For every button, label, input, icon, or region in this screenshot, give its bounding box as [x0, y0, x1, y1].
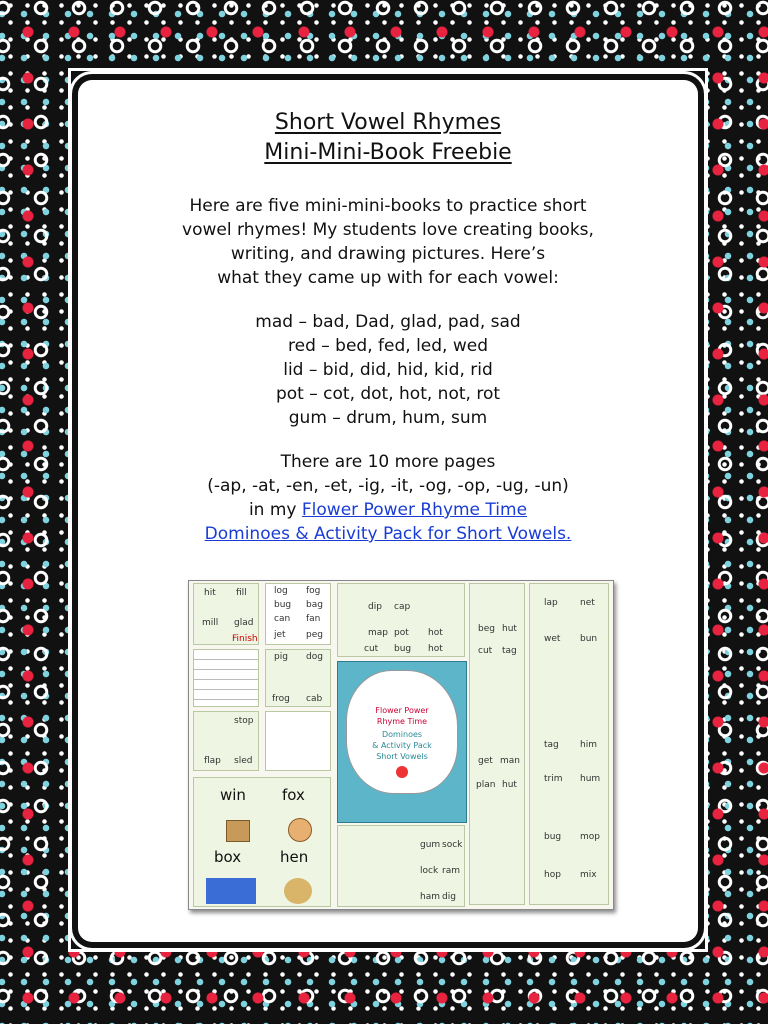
card-word: bug — [274, 600, 292, 610]
card-word: map — [368, 628, 388, 638]
rhyme-line: pot – cot, dot, hot, not, rot — [275, 384, 501, 404]
card-word: glad — [234, 618, 254, 628]
card-word: hut — [502, 780, 517, 790]
large-domino-card — [193, 777, 331, 907]
more-line: (-ap, -at, -en, -et, -ig, -it, -og, -op, -ug, -un) — [207, 476, 569, 496]
rhyme-list — [96, 310, 680, 430]
card-word: bag — [306, 600, 323, 610]
cover-title-line: & Activity Pack — [372, 741, 432, 750]
card-word: log — [274, 586, 288, 596]
product-link-part-2[interactable]: Dominoes & Activity Pack for Short Vowels. — [204, 524, 572, 544]
card-word: plan — [476, 780, 496, 790]
intro-line: what they came up with for each vowel: — [217, 268, 559, 288]
card-word: lap — [544, 598, 558, 608]
rhyme-line: mad – bad, Dad, glad, pad, sad — [255, 312, 521, 332]
card-word: cap — [394, 602, 411, 612]
card-word: stop — [234, 716, 254, 726]
domino-card — [337, 583, 465, 657]
card-word: fox — [282, 786, 305, 804]
card-word: ram — [442, 866, 460, 876]
drum-picture-icon — [284, 878, 312, 904]
card-word: cut — [478, 646, 493, 656]
domino-card — [469, 583, 525, 905]
card-word: win — [220, 786, 246, 804]
card-word: dip — [368, 602, 382, 612]
card-word: dig — [442, 892, 456, 902]
card-word: mill — [202, 618, 219, 628]
rhyme-line: red – bed, fed, led, wed — [288, 336, 488, 356]
flower-icon — [396, 766, 408, 778]
cover-title-line: Rhyme Time — [376, 717, 428, 726]
product-link-part-1[interactable]: Flower Power Rhyme Time — [301, 500, 528, 520]
cover-title-line: Dominoes — [381, 730, 423, 739]
card-word: mix — [580, 870, 597, 880]
card-word: sock — [442, 840, 463, 850]
card-word: net — [580, 598, 595, 608]
card-word: gum — [420, 840, 441, 850]
card-word: sled — [234, 756, 253, 766]
card-word: cab — [306, 694, 323, 704]
domino-card — [193, 711, 259, 771]
card-word: wet — [544, 634, 561, 644]
box-picture-icon — [226, 820, 250, 842]
product-preview-collage[interactable] — [188, 580, 614, 910]
intro-paragraph — [96, 194, 680, 290]
card-word: hot — [428, 628, 443, 638]
cover-title-line: Flower Power — [375, 706, 429, 715]
link-line-2 — [96, 522, 680, 546]
card-word: pig — [274, 652, 288, 662]
card-word: dog — [306, 652, 323, 662]
card-word: bug — [544, 832, 562, 842]
more-line: There are 10 more pages — [280, 452, 496, 472]
card-word: pot — [394, 628, 409, 638]
card-word: mop — [580, 832, 600, 842]
worksheet-card — [265, 711, 331, 771]
card-word: him — [580, 740, 597, 750]
card-word: box — [214, 848, 242, 866]
card-word: can — [274, 614, 291, 624]
product-cover — [337, 661, 467, 823]
card-word: hit — [204, 588, 216, 598]
card-word: fill — [236, 588, 247, 598]
link-line-1 — [96, 498, 680, 522]
card-word: trim — [544, 774, 563, 784]
domino-card — [265, 649, 331, 707]
card-word: bug — [394, 644, 412, 654]
card-word: peg — [306, 630, 323, 640]
title-line-1: Short Vowel Rhymes — [274, 110, 502, 135]
card-word: Finish — [232, 634, 258, 644]
hen-picture-icon — [288, 818, 312, 842]
card-word: beg — [478, 624, 495, 634]
card-word: get — [478, 756, 493, 766]
card-word: hop — [544, 870, 561, 880]
picture-tile — [206, 878, 256, 904]
card-word: flap — [204, 756, 221, 766]
more-pages-paragraph — [96, 450, 680, 546]
intro-line: Here are five mini-mini-books to practice short — [189, 196, 587, 216]
word-grid-card — [265, 583, 331, 645]
intro-line: vowel rhymes! My students love creating books, — [182, 220, 594, 240]
domino-card — [193, 583, 259, 645]
link-prefix: in my — [248, 500, 302, 520]
title-line-2: Mini-Mini-Book Freebie — [264, 140, 512, 165]
card-word: hen — [280, 848, 309, 866]
worksheet-card — [193, 649, 259, 707]
card-word: tag — [544, 740, 559, 750]
cover-title-line: Short Vowels — [376, 752, 428, 761]
card-word: cut — [364, 644, 379, 654]
card-word: hum — [580, 774, 601, 784]
intro-line: writing, and drawing pictures. Here’s — [230, 244, 546, 264]
page-title — [96, 108, 680, 168]
card-word: ham — [420, 892, 440, 902]
card-word: fog — [306, 586, 321, 596]
card-word: man — [500, 756, 520, 766]
card-word: tag — [502, 646, 517, 656]
card-word: frog — [272, 694, 290, 704]
domino-card — [337, 825, 465, 907]
rhyme-line: lid – bid, did, hid, kid, rid — [283, 360, 493, 380]
card-word: hut — [502, 624, 517, 634]
card-word: bun — [580, 634, 598, 644]
card-word: fan — [306, 614, 321, 624]
rhyme-line: gum – drum, hum, sum — [288, 408, 488, 428]
domino-card — [529, 583, 609, 905]
card-word: lock — [420, 866, 439, 876]
card-word: jet — [274, 630, 286, 640]
card-word: hot — [428, 644, 443, 654]
page-content — [96, 96, 680, 926]
